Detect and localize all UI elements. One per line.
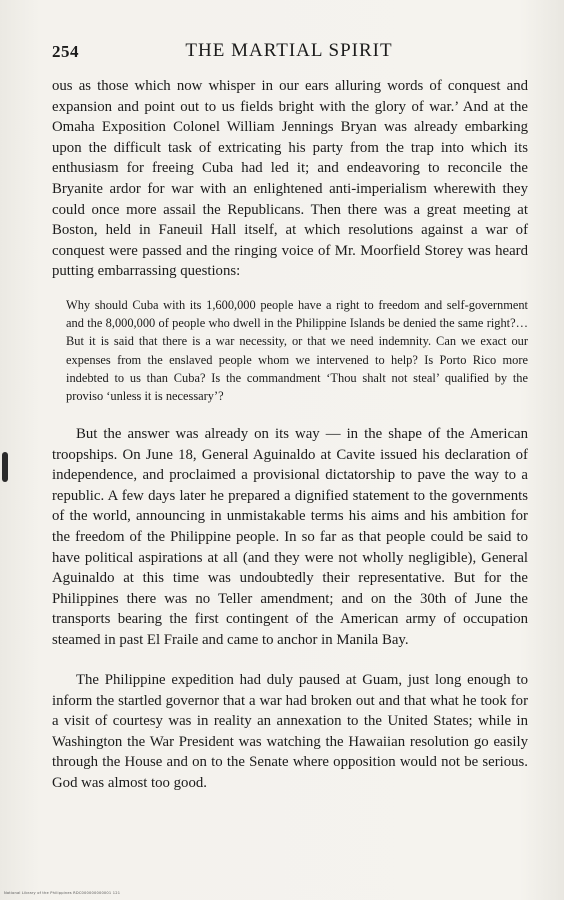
block-quotation: Why should Cuba with its 1,600,000 people have a right to freedom and self-government and the 8,000,000 of people who dwell in the Philippine Islands be denied the same right?… But it is said that there is a war necessity, or that we need indemnity. Can we exact our expenses from the enslaved people whom we intervened to help? Is Porto Rico more indebted to us than Cuba? Is the commandment ‘Thou shalt not steal’ qualified by the proviso ‘unless it is necessary’? [66, 298, 528, 404]
paragraph-answer [52, 424, 528, 651]
paragraph-continued [52, 76, 528, 282]
page-number: 254 [52, 42, 79, 61]
library-stamp: National Library of the Philippines RDC000000000001 121 [4, 891, 121, 895]
paragraph-guam [52, 670, 528, 794]
margin-ink-mark [2, 452, 8, 482]
running-title: THE MARTIAL SPIRIT [185, 40, 393, 61]
body-paragraph: ous as those which now whisper in our ears alluring words of conquest and expansion and point out to us fields bright with the glory of war.’ And at the Omaha Exposition Colonel William Jennings Bryan was already embarking upon the difficult task of extricating his party from the trap into which its enthusiasm for freeing Cuba had led it; and endeavoring to reconcile the Bryanite ardor for war with an enlightened anti-imperialism wherewith they could once more assail the Republicans. Then there was a great meeting at Boston, held in Faneuil Hall itself, at which resolutions against a war of conquest were passed and the ringing voice of Mr. Moorfield Storey was heard putting embarrassing questions: [52, 78, 528, 280]
body-paragraph: But the answer was already on its way — in the shape of the American troopships. On June 18, General Aguinaldo at Cavite issued his declaration of independence, and proclaimed a provisional dictatorship to pave the way to a republic. A few days later he prepared a dignified statement to the governments of the world, announcing in unmistakable terms his aims and his ambition for the freedom of the Philippine people. In so far as that people could be said to have political aspirations at all (and they were not wholly negligible), General Aguinaldo at this time was undoubtedly their representative. But for the Philippines there was no Teller amendment; and on the 30th of June the transports bearing the first contingent of the American army of occupation steamed in past El Fraile and came to anchor in Manila Bay. [52, 426, 528, 648]
page-header [52, 40, 526, 64]
body-paragraph: The Philippine expedition had duly paused at Guam, just long enough to inform the startled governor that a war had broken out and that what he took for a visit of courtesy was in reality an annexation to the United States; while in Washington the War President was watching the Hawaiian resolution go easily through the House and on to the Senate where opposition would not be serious. God was almost too good. [52, 672, 528, 791]
